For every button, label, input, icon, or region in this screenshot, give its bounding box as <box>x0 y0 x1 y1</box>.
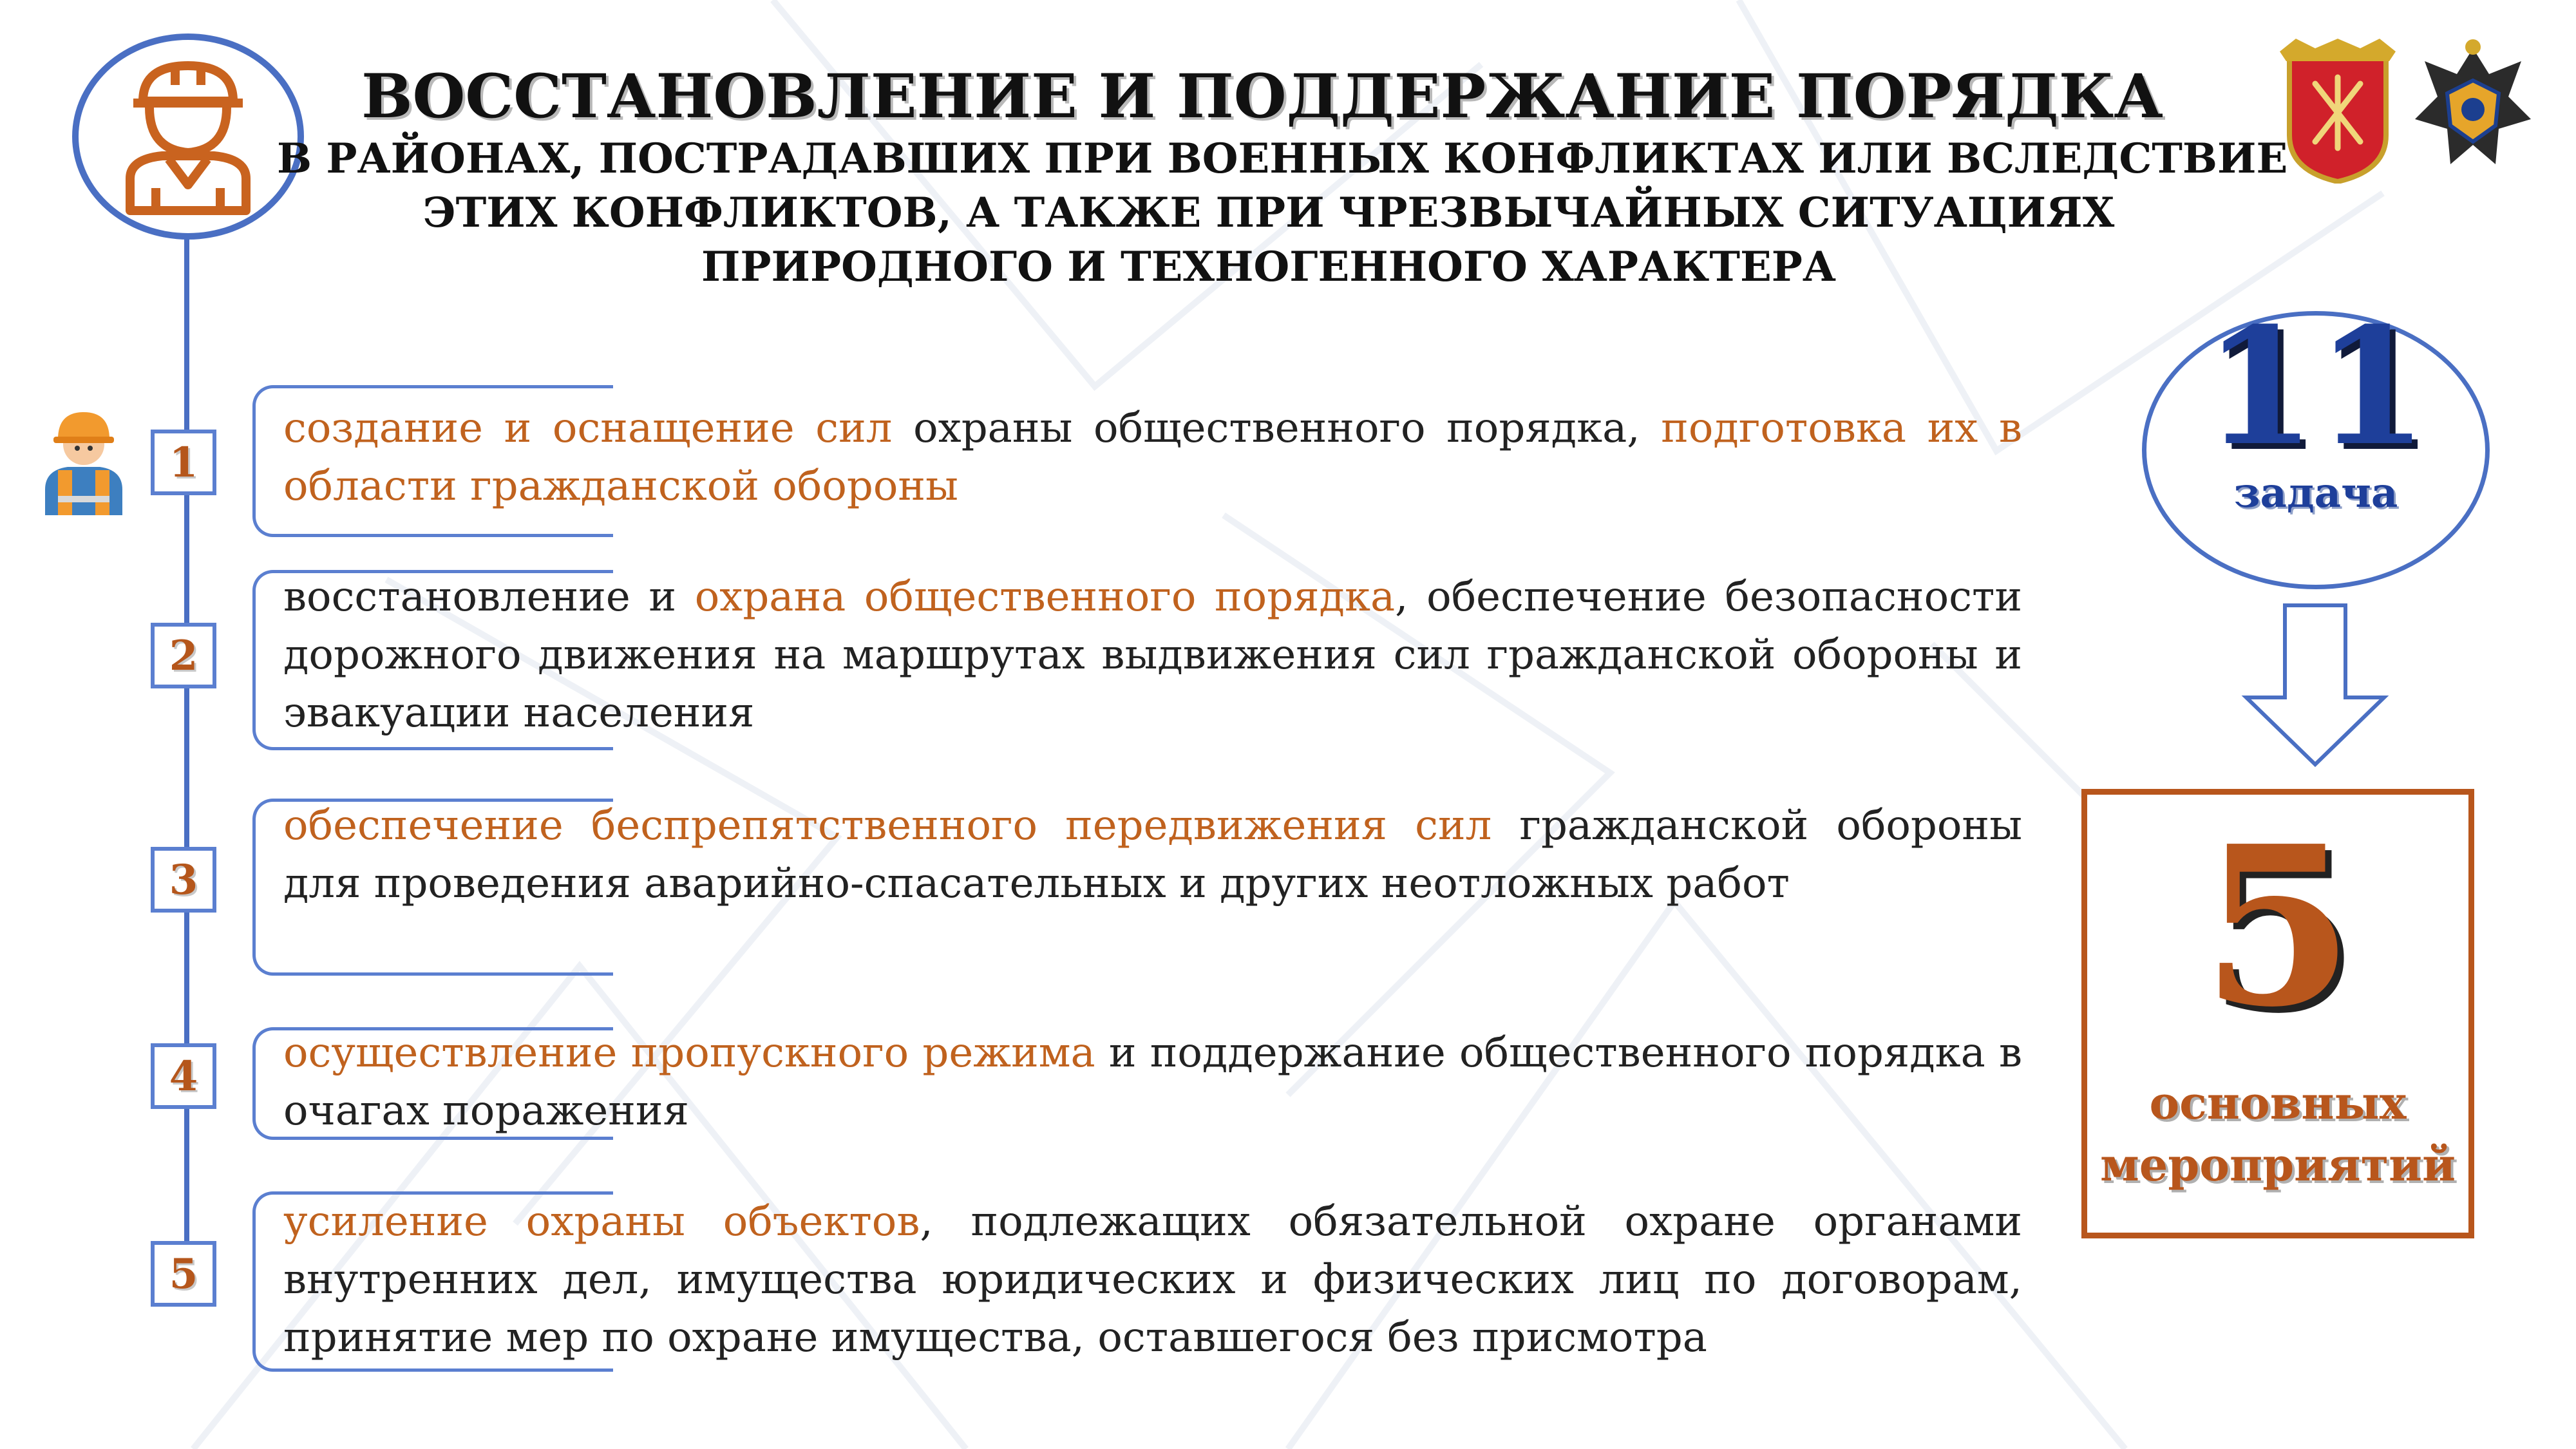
highlight-text: обеспечение беспрепятственного передвижения сил <box>283 802 1492 849</box>
item-number-2: 2 <box>151 623 216 688</box>
item-text-3 <box>283 797 2022 913</box>
item-number-1: 1 <box>151 430 216 495</box>
body-text: гражданской обороны для проведения аварийно-спасательных и других неотложных работ <box>283 802 2023 907</box>
worker-icon-circle <box>72 33 304 240</box>
worker-helmet-icon <box>79 40 298 233</box>
highlight-text: подготовка их в области гражданской обороны <box>283 404 2023 510</box>
item-text-4 <box>283 1024 2022 1140</box>
construction-worker-icon <box>29 399 138 515</box>
subtitle-line: В РАЙОНАХ, ПОСТРАДАВШИХ ПРИ ВОЕННЫХ КОНФЛИКТАХ ИЛИ ВСЛЕДСТВИЕ <box>277 135 2288 183</box>
timeline-line <box>184 238 189 1294</box>
events-label <box>2081 1072 2474 1196</box>
item-text-1 <box>283 399 2022 515</box>
subtitle-line: ЭТИХ КОНФЛИКТОВ, А ТАКЖЕ ПРИ ЧРЕЗВЫЧАЙНЫХ СИТУАЦИЯХ <box>422 189 2115 237</box>
item-text-2 <box>283 568 2022 742</box>
events-count: 5 <box>2201 799 2354 1056</box>
subtitle-line: ПРИРОДНОГО И ТЕХНОГЕННОГО ХАРАКТЕРА <box>701 243 1837 291</box>
item-number-3: 3 <box>151 847 216 913</box>
tula-coat-of-arms-icon <box>2277 39 2399 184</box>
item-number-4: 4 <box>151 1043 216 1109</box>
body-text: восстановление и <box>283 573 695 621</box>
highlight-text: осуществление пропускного режима <box>283 1029 1095 1077</box>
highlight-text: усиление охраны объектов <box>283 1198 920 1245</box>
events-label-line: основных <box>2149 1076 2407 1130</box>
arrow-down-icon <box>2241 602 2389 770</box>
body-text: охраны общественного порядка, <box>892 404 1662 452</box>
emercom-emblem-icon <box>2412 35 2534 184</box>
page-subtitle <box>277 132 2288 294</box>
highlight-text: охрана общественного порядка <box>694 573 1396 621</box>
body-text: , обеспечение безопасности дорожного движения на маршрутах выдвижения сил гражданской обороны и эвакуации населения <box>283 573 2023 737</box>
item-number-5: 5 <box>151 1241 216 1307</box>
item-text-5 <box>283 1193 2022 1367</box>
body-text: , подлежащих обязательной охране органами внутренних дел, имущества юридических и физических лиц по договорам, принятие мер по охране имущества, оставшегося без присмотра <box>283 1198 2023 1361</box>
tasks-count: 11 <box>2204 292 2428 481</box>
events-label-line: мероприятий <box>2099 1138 2456 1191</box>
highlight-text: создание и оснащение сил <box>283 404 893 452</box>
tasks-label: задача <box>2233 469 2398 517</box>
page-title: ВОССТАНОВЛЕНИЕ И ПОДДЕРЖАНИЕ ПОРЯДКА <box>361 61 2163 132</box>
body-text: и поддержание общественного порядка в очагах поражения <box>283 1029 2023 1135</box>
